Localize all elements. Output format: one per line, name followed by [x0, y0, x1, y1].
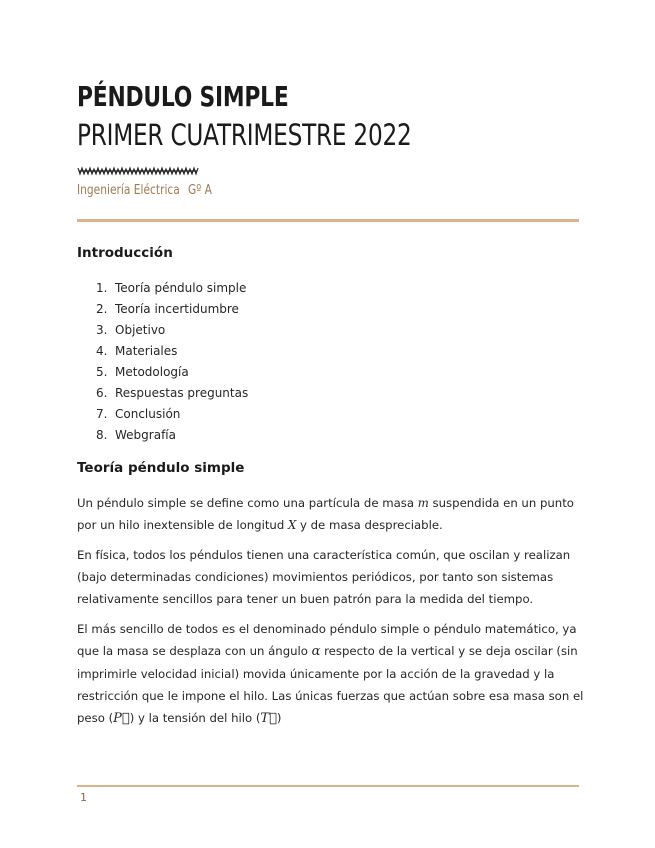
- group-label: Gº A: [188, 183, 212, 198]
- header-divider: [77, 219, 579, 222]
- page-number: 1: [80, 791, 87, 804]
- alpha-symbol: α: [311, 644, 321, 659]
- table-of-contents: [77, 278, 248, 446]
- toc-item: 7. Conclusión: [96, 407, 181, 421]
- department-label: Ingeniería Eléctrica: [77, 183, 180, 198]
- affiliation-line: [77, 183, 212, 198]
- document-subtitle: PRIMER CUATRIMESTRE 2022: [77, 118, 412, 152]
- paragraph-periodic: En física, todos los péndulos tienen una característica común, que oscilan y realizan (bajo determinadas condiciones) movimientos periódicos, por tanto son sistemas relativamente sencillos para tener un buen patrón para la medida del tiempo.: [77, 548, 571, 606]
- paragraph-definition: Un péndulo simple se define como una partícula de masa m suspendida en un punto por un hilo inextensible de longitud X y de masa despreciable.: [77, 496, 574, 532]
- toc-item: 5. Metodología: [96, 365, 189, 379]
- length-symbol: X: [287, 518, 297, 532]
- toc-item: 2. Teoría incertidumbre: [96, 302, 239, 316]
- toc-item: 8. Webgrafía: [96, 428, 176, 442]
- footer-divider: [77, 785, 579, 787]
- paragraph-forces: El más sencillo de todos es el denominado péndulo simple o péndulo matemático, ya que la masa se desplaza con un ángulo α respecto de la vertical y se deja oscilar (sin imprimirle velocidad inicial) movida únicamente por la acción de la gravedad y la restricción que le impone el hilo. Las únicas fuerzas que actúan sobre esa masa son el peso (P⃗) y la tensión del hilo (T⃗): [77, 622, 584, 726]
- theory-heading: Teoría péndulo simple: [77, 460, 245, 476]
- weight-vector-symbol: P⃗: [113, 711, 130, 726]
- toc-item: 6. Respuestas preguntas: [96, 386, 249, 400]
- redacted-author-scribble: [77, 166, 199, 176]
- toc-item: 1. Teoría péndulo simple: [96, 281, 247, 295]
- document-title: PÉNDULO SIMPLE: [77, 80, 289, 113]
- mass-symbol: m: [417, 496, 429, 510]
- tension-vector-symbol: T⃗: [260, 711, 277, 726]
- intro-heading: Introducción: [77, 245, 173, 261]
- toc-item: 4. Materiales: [96, 344, 178, 358]
- toc-item: 3. Objetivo: [96, 323, 166, 337]
